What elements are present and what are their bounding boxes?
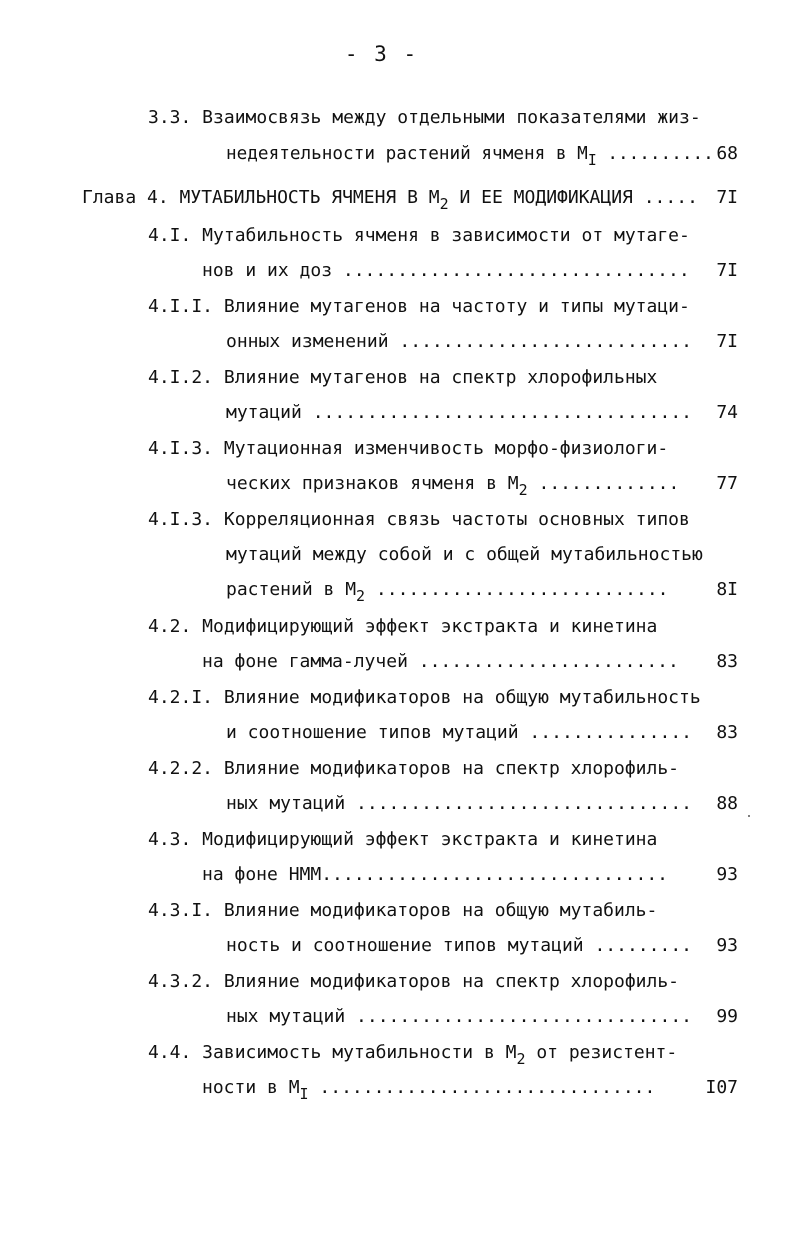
- toc-entry-line: 3.3. Взаимосвязь между отдельными показателями жиз-: [148, 107, 701, 128]
- toc-entry-line: 4.2. Модифицирующий эффект экстракта и кинетина: [148, 616, 658, 637]
- toc-entry-line: ность и соотношение типов мутаций .........: [226, 935, 692, 956]
- toc-entry-line: 4.3. Модифицирующий эффект экстракта и кинетина: [148, 829, 658, 850]
- toc-entry-line: нов и их доз ................................: [202, 260, 690, 281]
- toc-entry-line: ных мутаций ...............................: [226, 793, 692, 814]
- toc-page-number: 7I: [716, 187, 738, 208]
- toc-entry-line: растений в $М_2$ ...........................: [226, 579, 669, 605]
- toc-entry-line: 4.I.3. Корреляционная связь частоты основных типов: [148, 509, 690, 530]
- toc-entry-line: мутаций между собой и с общей мутабильностью: [226, 544, 703, 565]
- toc-page-number: I07: [705, 1077, 738, 1098]
- toc-entry-line: на фоне НММ................................: [202, 864, 668, 885]
- toc-entry-line: ных мутаций ...............................: [226, 1006, 692, 1027]
- toc-entry-line: 4.2.I. Влияние модификаторов на общую мутабильность: [148, 687, 701, 708]
- page-number: - 3 -: [344, 42, 419, 66]
- toc-entry-line: ности в $М_I$ ...............................: [202, 1077, 656, 1103]
- toc-page-number: 83: [716, 722, 738, 743]
- toc-entry-line: 4.I.2. Влияние мутагенов на спектр хлорофильных: [148, 367, 658, 388]
- toc-entry-line: на фоне гамма-лучей ........................: [202, 651, 679, 672]
- toc-entry-line: мутаций ...................................: [226, 402, 692, 423]
- toc-page-number: 7I: [716, 260, 738, 281]
- toc-entry-line: ческих признаков ячменя в $М_2$ .............: [226, 473, 680, 499]
- toc-page-number: 68: [716, 143, 738, 164]
- toc-page-number: 8I: [716, 579, 738, 600]
- toc-entry-line: 4.I. Мутабильность ячменя в зависимости от мутаге-: [148, 225, 690, 246]
- toc-entry-line: и соотношение типов мутаций ...............: [226, 722, 692, 743]
- toc-entry-line: 4.4. Зависимость мутабильности в $М_2$ от резистент-: [148, 1042, 678, 1068]
- toc-entry-line: 4.2.2. Влияние модификаторов на спектр хлорофиль-: [148, 758, 680, 779]
- toc-entry-line: недеятельности растений ячменя в $М_I$ ..........: [226, 143, 714, 169]
- toc-page-number: 77: [716, 473, 738, 494]
- scan-speck: [748, 815, 750, 817]
- toc-page-number: 88: [716, 793, 738, 814]
- toc-page-number: 99: [716, 1006, 738, 1027]
- toc-page-number: 93: [716, 935, 738, 956]
- toc-page-number: 83: [716, 651, 738, 672]
- toc-page-number: 93: [716, 864, 738, 885]
- toc-entry-line: Глава 4. МУТАБИЛЬНОСТЬ ЯЧМЕНЯ В $М_2$ И ЕЕ МОДИФИКАЦИЯ .....: [82, 187, 698, 213]
- toc-entry-line: 4.3.I. Влияние модификаторов на общую мутабиль-: [148, 900, 658, 921]
- toc-entry-line: 4.I.I. Влияние мутагенов на частоту и типы мутаци-: [148, 296, 690, 317]
- toc-entry-line: 4.3.2. Влияние модификаторов на спектр хлорофиль-: [148, 971, 680, 992]
- toc-page-number: 74: [716, 402, 738, 423]
- toc-page-number: 7I: [716, 331, 738, 352]
- toc-entry-line: онных изменений ...........................: [226, 331, 692, 352]
- toc-entry-line: 4.I.3. Мутационная изменчивость морфо-физиологи-: [148, 438, 669, 459]
